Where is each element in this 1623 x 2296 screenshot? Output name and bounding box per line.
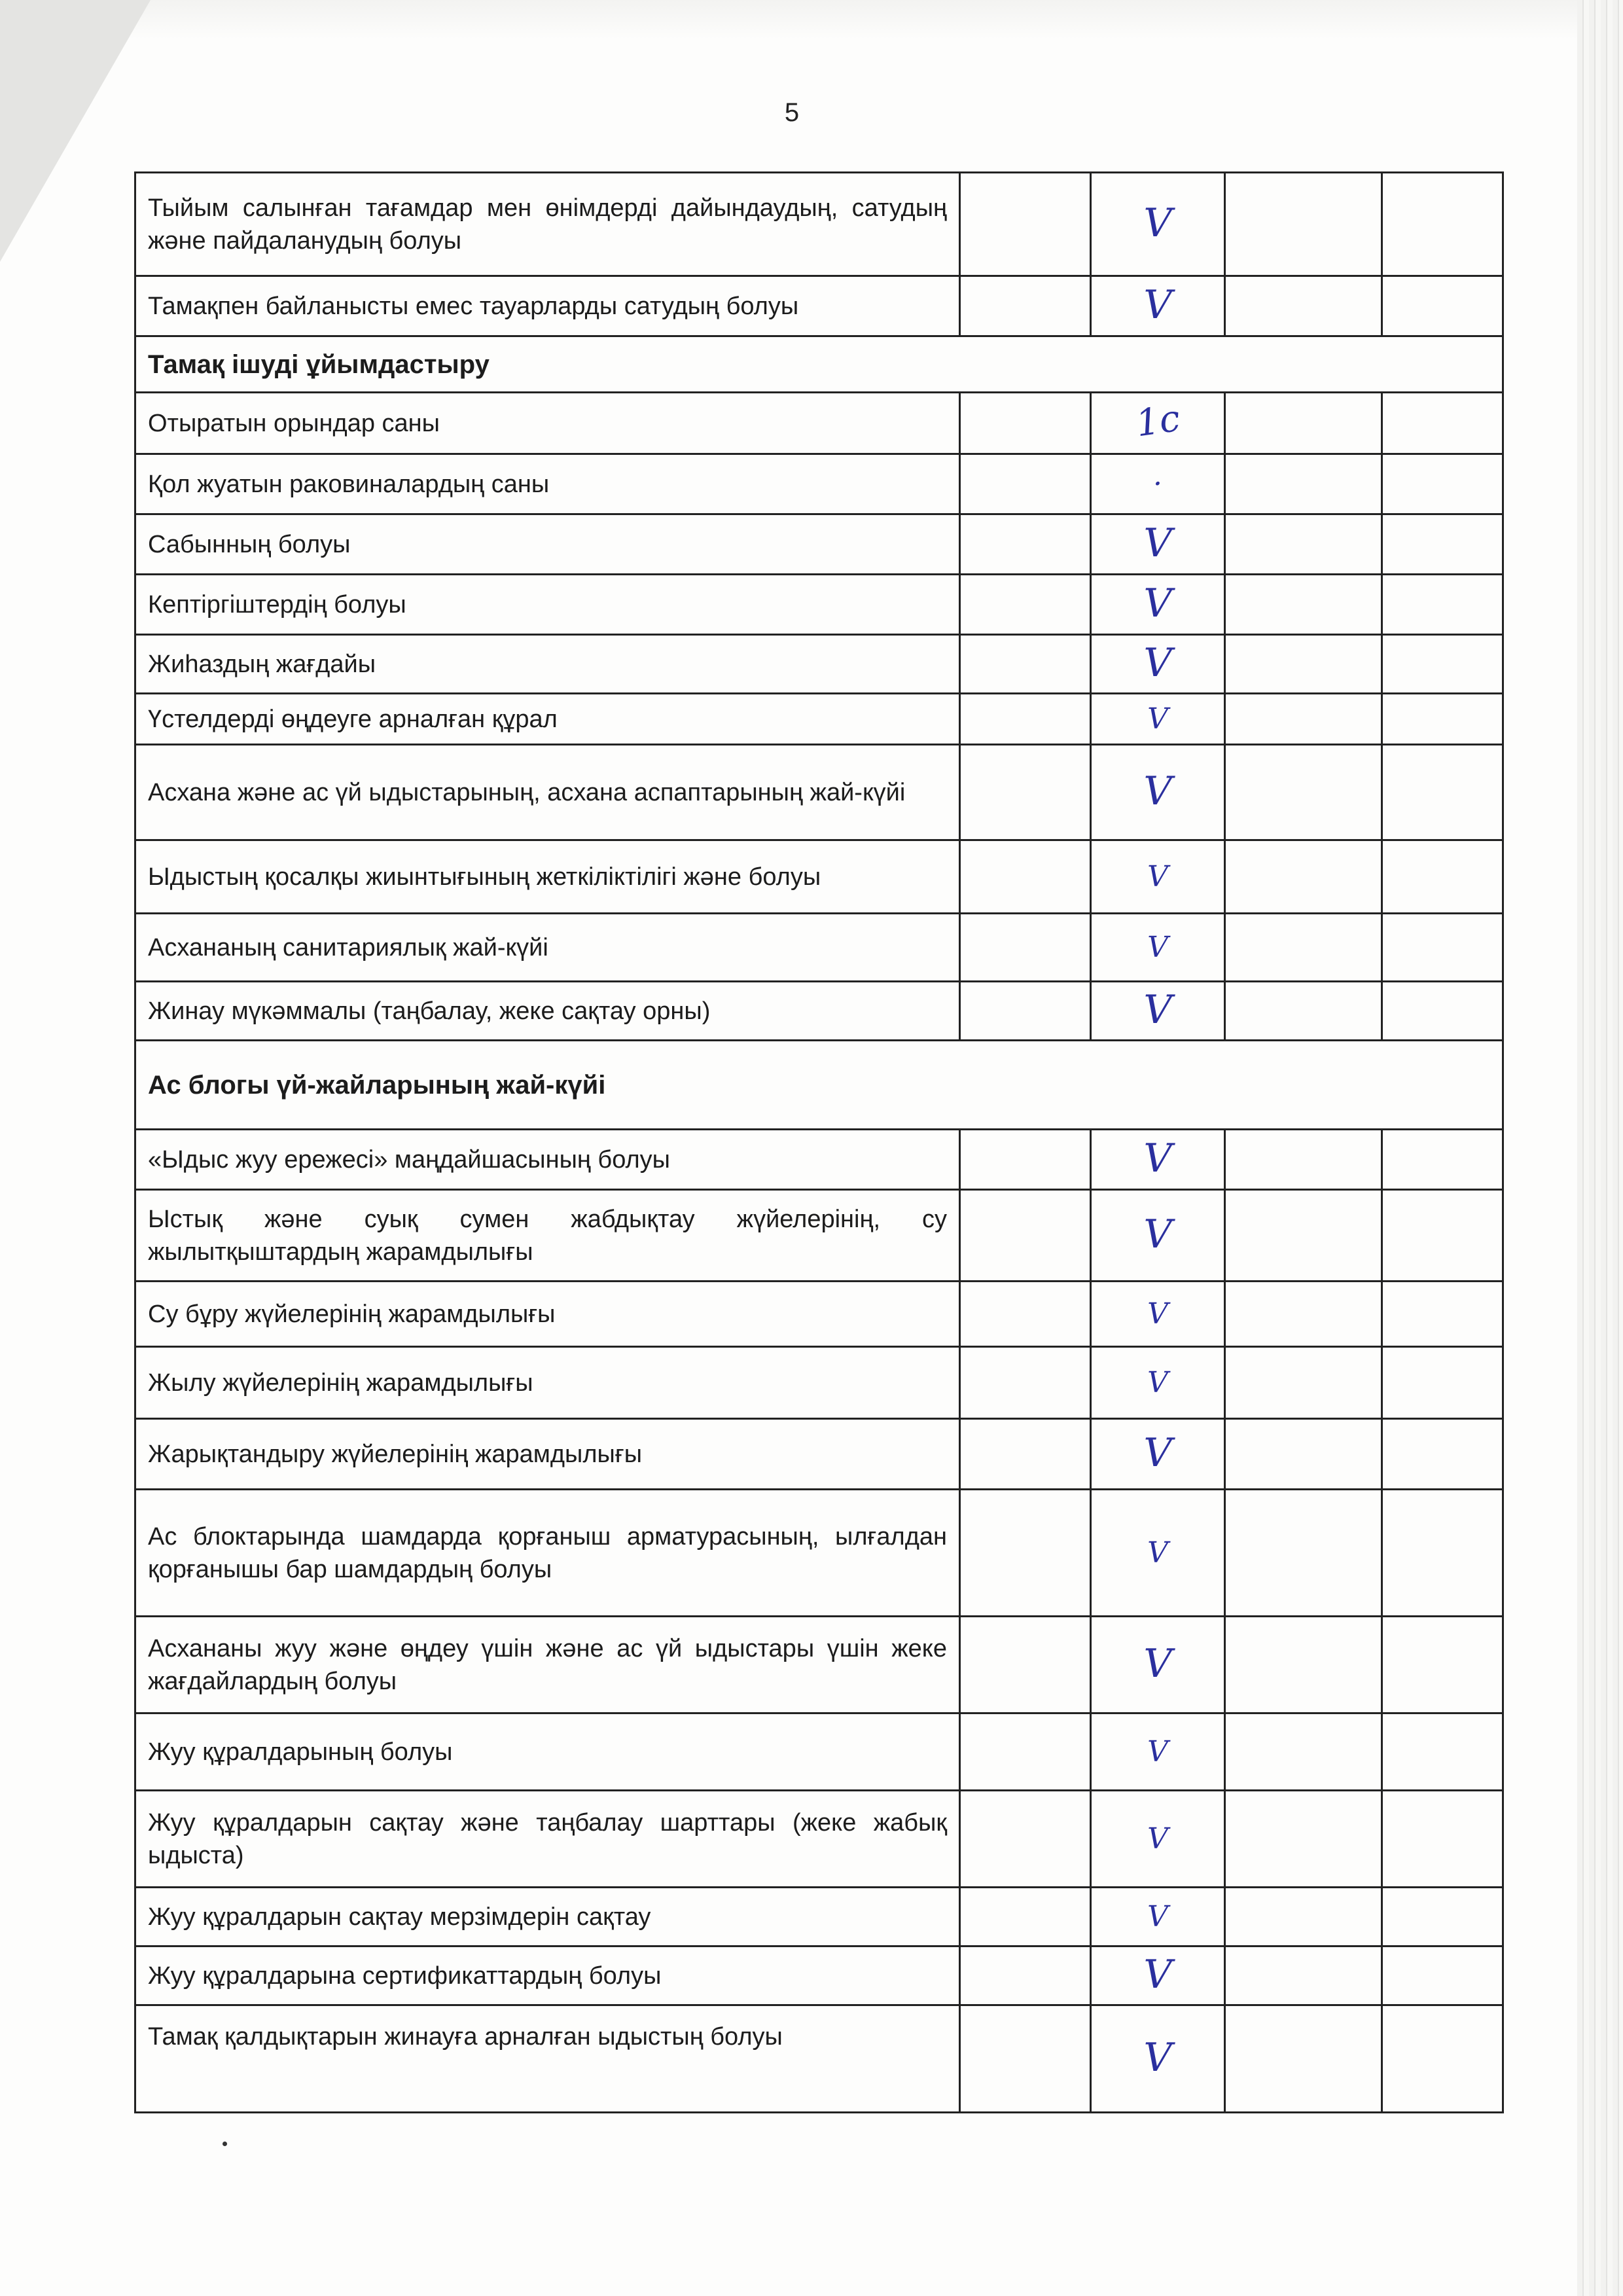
table-row [135, 1713, 1503, 1791]
check-mark-icon: V [1147, 1297, 1168, 1331]
check-mark-icon: V [1143, 581, 1172, 626]
row-cell-empty [1225, 575, 1382, 635]
row-cell-empty [1382, 393, 1503, 454]
row-cell-empty [960, 1282, 1091, 1347]
row-criterion: Отыратын орындар саны [135, 393, 960, 454]
check-mark-icon: V [1147, 1899, 1168, 1933]
table-row [135, 840, 1503, 914]
row-criterion: Тамақ қалдықтарын жинауға арналған ыдыстың болуы [135, 2005, 960, 2113]
check-mark-icon: V [1147, 1734, 1168, 1768]
row-cell-empty [1225, 514, 1382, 575]
row-check-cell [1091, 2005, 1225, 2113]
row-criterion: Асхананың санитариялық жай-күйі [135, 914, 960, 982]
row-cell-empty [1225, 982, 1382, 1041]
row-cell-empty [960, 1617, 1091, 1713]
table-row [135, 514, 1503, 575]
check-mark-icon: V [1143, 987, 1172, 1033]
row-cell-empty [960, 1490, 1091, 1617]
row-check-cell [1091, 1617, 1225, 1713]
row-cell-empty [1225, 1888, 1382, 1946]
row-cell-empty [1382, 1713, 1503, 1791]
row-cell-empty [1382, 1419, 1503, 1490]
row-check-cell [1091, 745, 1225, 840]
table-row [135, 1347, 1503, 1419]
row-check-cell [1091, 1490, 1225, 1617]
row-criterion: Кептіргіштердің болуы [135, 575, 960, 635]
row-criterion: Жуу құралдарының болуы [135, 1713, 960, 1791]
check-mark-icon: V [1143, 282, 1172, 328]
row-cell-empty [1225, 1282, 1382, 1347]
row-cell-empty [1225, 1946, 1382, 2005]
row-cell-empty [960, 1946, 1091, 2005]
row-cell-empty [960, 1791, 1091, 1888]
row-check-cell [1091, 1946, 1225, 2005]
row-cell-empty [960, 745, 1091, 840]
row-cell-empty [960, 454, 1091, 514]
table-row [135, 1282, 1503, 1347]
row-cell-empty [1382, 635, 1503, 694]
row-criterion: Жиһаздың жағдайы [135, 635, 960, 694]
row-check-cell [1091, 1282, 1225, 1347]
row-cell-empty [1225, 694, 1382, 745]
table-row [135, 276, 1503, 336]
row-check-cell [1091, 982, 1225, 1041]
check-mark-icon: V [1143, 1136, 1172, 1181]
folded-corner [0, 0, 151, 262]
table-row [135, 393, 1503, 454]
check-mark-icon: V [1147, 930, 1168, 964]
section-heading: Ас блогы үй-жайларының жай-күйі [135, 1041, 1503, 1130]
row-cell-empty [1225, 1617, 1382, 1713]
row-check-cell [1091, 1888, 1225, 1946]
row-cell-empty [1225, 173, 1382, 276]
handwritten-note: 1с [1133, 397, 1183, 445]
check-mark-icon: V [1143, 640, 1172, 686]
row-criterion: Жарықтандыру жүйелерінің жарамдылығы [135, 1419, 960, 1490]
row-cell-empty [960, 173, 1091, 276]
row-cell-empty [960, 1888, 1091, 1946]
row-cell-empty [1225, 914, 1382, 982]
table-row [135, 1946, 1503, 2005]
row-cell-empty [1225, 1713, 1382, 1791]
row-check-cell [1091, 694, 1225, 745]
table-row [135, 1888, 1503, 1946]
row-cell-empty [1225, 393, 1382, 454]
row-check-cell [1091, 1190, 1225, 1282]
row-criterion: Ас блоктарында шамдарда қорғаныш арматурасының, ылғалдан қорғанышы бар шамдардың болуы [135, 1490, 960, 1617]
table-row [135, 454, 1503, 514]
row-criterion: «Ыдыс жуу ережесі» маңдайшасының болуы [135, 1130, 960, 1190]
page-number: 5 [784, 98, 800, 127]
row-cell-empty [960, 694, 1091, 745]
row-cell-empty [1225, 2005, 1382, 2113]
row-criterion: Ыстық және суық сумен жабдықтау жүйелерінің, су жылытқыштардың жарамдылығы [135, 1190, 960, 1282]
row-cell-empty [960, 514, 1091, 575]
row-criterion: Су бұру жүйелерінің жарамдылығы [135, 1282, 960, 1347]
row-criterion: Жуу құралдарын сақтау және таңбалау шарттары (жеке жабық ыдыста) [135, 1791, 960, 1888]
check-mark-icon: V [1143, 2035, 1172, 2081]
row-check-cell [1091, 514, 1225, 575]
table-row [135, 694, 1503, 745]
row-check-cell [1091, 914, 1225, 982]
table-row [135, 1490, 1503, 1617]
row-cell-empty [960, 635, 1091, 694]
row-criterion: Жинау мүкәммалы (таңбалау, жеке сақтау орны) [135, 982, 960, 1041]
row-cell-empty [1225, 1347, 1382, 1419]
row-cell-empty [1382, 745, 1503, 840]
table-row [135, 575, 1503, 635]
row-cell-empty [1382, 276, 1503, 336]
check-mark-icon: V [1147, 702, 1168, 736]
row-cell-empty [1382, 1946, 1503, 2005]
row-criterion: Қол жуатын раковиналардың саны [135, 454, 960, 514]
table-row [135, 914, 1503, 982]
row-check-cell [1091, 454, 1225, 514]
row-cell-empty [1382, 1347, 1503, 1419]
row-check-cell [1091, 1419, 1225, 1490]
check-mark-icon: V [1143, 768, 1172, 814]
check-mark-icon: V [1147, 1535, 1168, 1570]
row-cell-empty [960, 1419, 1091, 1490]
row-cell-empty [1225, 1791, 1382, 1888]
table-row [135, 1617, 1503, 1713]
check-mark-icon: V [1143, 1952, 1172, 1998]
row-cell-empty [1225, 1190, 1382, 1282]
row-criterion: Асхананы жуу және өңдеу үшін және ас үй ыдыстары үшін жеке жағдайлардың болуы [135, 1617, 960, 1713]
row-cell-empty [1225, 840, 1382, 914]
row-criterion: Ыдыстың қосалқы жиынтығының жеткіліктілігі және болуы [135, 840, 960, 914]
table-row [135, 1419, 1503, 1490]
row-cell-empty [1382, 1791, 1503, 1888]
row-check-cell [1091, 575, 1225, 635]
row-cell-empty [1382, 454, 1503, 514]
table-row [135, 745, 1503, 840]
row-cell-empty [1382, 1888, 1503, 1946]
faint-mark-icon: · [1153, 467, 1162, 501]
row-cell-empty [1382, 2005, 1503, 2113]
row-cell-empty [960, 276, 1091, 336]
table-row [135, 1190, 1503, 1282]
row-check-cell [1091, 173, 1225, 276]
check-mark-icon: V [1143, 1641, 1172, 1687]
row-check-cell [1091, 1347, 1225, 1419]
row-cell-empty [1382, 982, 1503, 1041]
row-criterion: Тамақпен байланысты емес тауарларды сатудың болуы [135, 276, 960, 336]
row-cell-empty [1382, 514, 1503, 575]
row-check-cell [1091, 1713, 1225, 1791]
row-check-cell [1091, 1791, 1225, 1888]
row-cell-empty [1382, 575, 1503, 635]
row-criterion: Асхана және ас үй ыдыстарының, асхана аспаптарының жай-күйі [135, 745, 960, 840]
row-cell-empty [960, 575, 1091, 635]
check-mark-icon: V [1147, 859, 1168, 893]
row-cell-empty [1382, 914, 1503, 982]
row-cell-empty [960, 1347, 1091, 1419]
stacked-page-edges [1577, 0, 1623, 2296]
row-cell-empty [1382, 173, 1503, 276]
stray-ink-dot [223, 2142, 227, 2146]
row-cell-empty [1225, 1130, 1382, 1190]
row-cell-empty [960, 914, 1091, 982]
section-heading: Тамақ ішуді ұйымдастыру [135, 336, 1503, 393]
check-mark-icon: V [1147, 1365, 1168, 1399]
inspection-checklist-table [134, 171, 1504, 2113]
table-row [135, 1791, 1503, 1888]
table-row [135, 173, 1503, 276]
check-mark-icon: V [1143, 520, 1172, 566]
row-cell-empty [1382, 694, 1503, 745]
row-criterion: Үстелдерді өңдеуге арналған құрал [135, 694, 960, 745]
check-mark-icon: V [1143, 200, 1172, 246]
check-mark-icon: V [1143, 1430, 1172, 1476]
row-check-cell [1091, 276, 1225, 336]
row-cell-empty [1382, 840, 1503, 914]
row-cell-empty [960, 393, 1091, 454]
row-cell-empty [960, 1190, 1091, 1282]
row-cell-empty [960, 1713, 1091, 1791]
row-check-cell [1091, 393, 1225, 454]
row-check-cell [1091, 635, 1225, 694]
row-cell-empty [1382, 1190, 1503, 1282]
row-cell-empty [1225, 635, 1382, 694]
row-criterion: Сабынның болуы [135, 514, 960, 575]
table-row [135, 982, 1503, 1041]
row-cell-empty [1382, 1282, 1503, 1347]
section-row [135, 1041, 1503, 1130]
row-cell-empty [1382, 1490, 1503, 1617]
row-criterion: Жуу құралдарына сертификаттардың болуы [135, 1946, 960, 2005]
row-cell-empty [1382, 1617, 1503, 1713]
row-cell-empty [960, 2005, 1091, 2113]
row-check-cell [1091, 1130, 1225, 1190]
row-criterion: Жылу жүйелерінің жарамдылығы [135, 1347, 960, 1419]
row-cell-empty [1225, 745, 1382, 840]
row-check-cell [1091, 840, 1225, 914]
row-cell-empty [1382, 1130, 1503, 1190]
table-row [135, 635, 1503, 694]
row-cell-empty [960, 1130, 1091, 1190]
row-cell-empty [1225, 1419, 1382, 1490]
row-criterion: Жуу құралдарын сақтау мерзімдерін сақтау [135, 1888, 960, 1946]
section-row [135, 336, 1503, 393]
row-cell-empty [1225, 454, 1382, 514]
row-cell-empty [1225, 1490, 1382, 1617]
row-cell-empty [960, 982, 1091, 1041]
table-row [135, 2005, 1503, 2113]
row-cell-empty [1225, 276, 1382, 336]
row-criterion: Тыйым салынған тағамдар мен өнімдерді дайындаудың, сатудың және пайдаланудың болуы [135, 173, 960, 276]
table-row [135, 1130, 1503, 1190]
scan-shadow [0, 0, 1623, 39]
check-mark-icon: V [1147, 1821, 1168, 1856]
check-mark-icon: V [1143, 1211, 1172, 1257]
row-cell-empty [960, 840, 1091, 914]
